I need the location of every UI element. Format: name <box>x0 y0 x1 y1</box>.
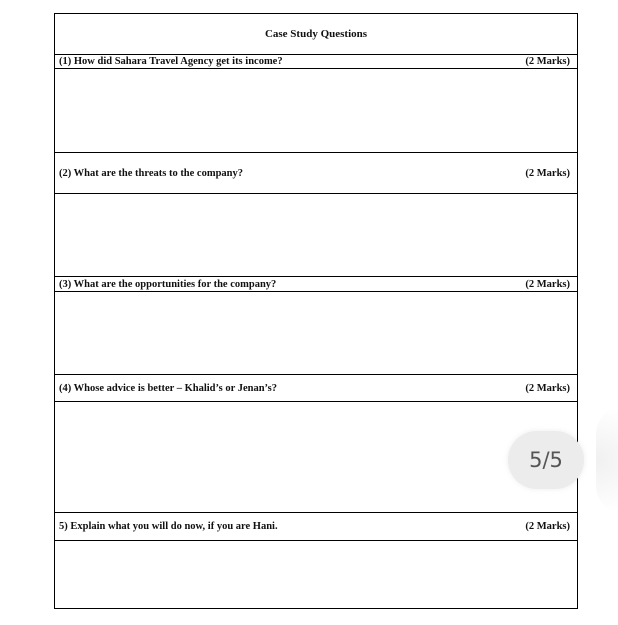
question-text: (3) What are the opportunities for the company? <box>59 278 277 290</box>
question-marks: (2 Marks) <box>525 278 570 290</box>
question-row-3 <box>55 277 577 292</box>
answer-box-1[interactable] <box>55 69 577 153</box>
case-study-sheet <box>54 13 578 609</box>
page-indicator: 5/5 <box>529 448 563 472</box>
question-marks: (2 Marks) <box>525 167 570 179</box>
answer-box-4[interactable] <box>55 402 577 513</box>
question-marks: (2 Marks) <box>525 382 570 394</box>
question-row-1 <box>55 55 577 69</box>
question-text: (1) How did Sahara Travel Agency get its income? <box>59 56 283 67</box>
answer-box-2[interactable] <box>55 194 577 277</box>
question-text: 5) Explain what you will do now, if you are Hani. <box>59 521 278 532</box>
question-row-4 <box>55 375 577 402</box>
answer-box-5[interactable] <box>55 541 577 608</box>
question-text: (4) Whose advice is better – Khalid’s or Jenan’s? <box>59 382 277 394</box>
page-title: Case Study Questions <box>264 28 368 40</box>
question-text: (2) What are the threats to the company? <box>59 167 244 179</box>
title-row <box>55 14 577 55</box>
answer-box-3[interactable] <box>55 292 577 375</box>
question-row-2 <box>55 153 577 194</box>
question-marks: (2 Marks) <box>525 56 570 67</box>
question-row-5 <box>55 513 577 541</box>
question-marks: (2 Marks) <box>525 521 570 532</box>
side-panel-edge <box>596 405 618 515</box>
page-indicator-badge <box>508 431 584 489</box>
